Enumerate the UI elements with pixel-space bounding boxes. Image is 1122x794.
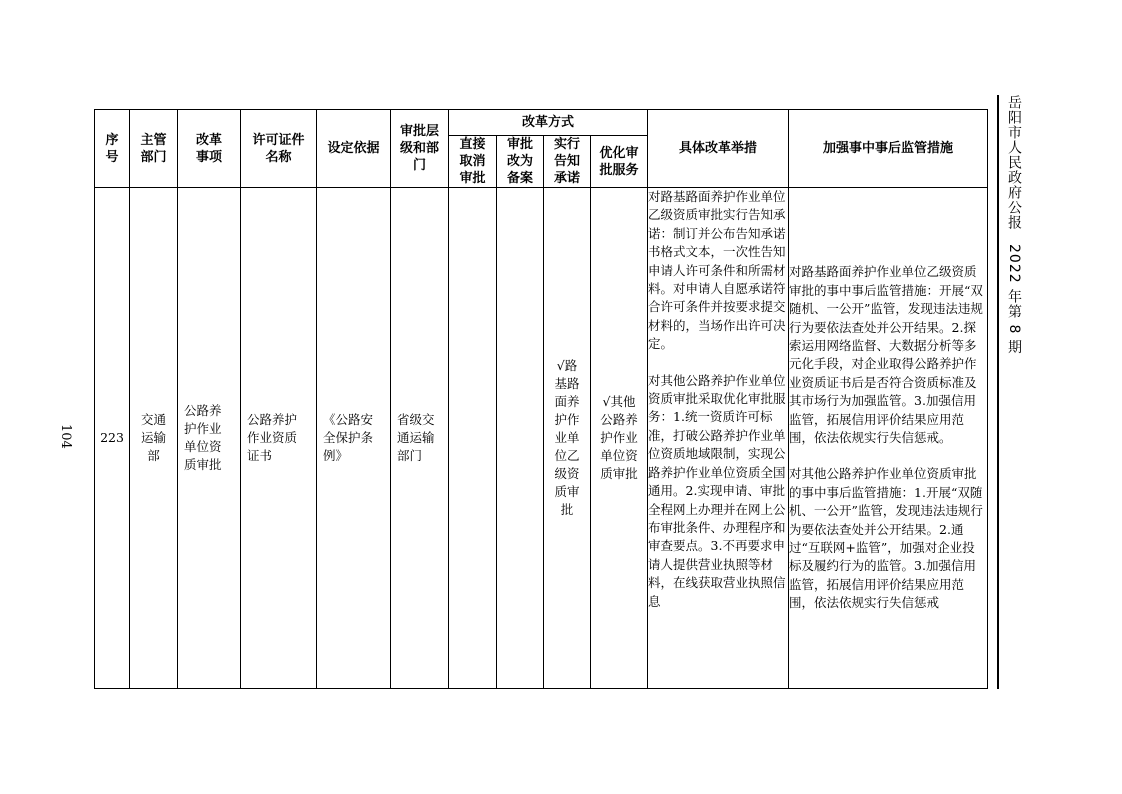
header-cancel: 直接 取消 审批 bbox=[449, 136, 497, 188]
issue-label: 2022 年第 8 期 bbox=[1006, 244, 1022, 355]
header-seq: 序 号 bbox=[95, 110, 130, 188]
measures-paragraph-1: 对路基路面养护作业单位乙级资质审批实行告知承诺：制订并公布告知承诺书格式文本，一次性告知申请人许可条件和所需材料。对申请人自愿承诺符合许可条件并按要求提交材料的，当场作出许可决定。 bbox=[648, 189, 786, 352]
header-license: 许可证件 名称 bbox=[241, 110, 317, 188]
row-dept bbox=[130, 188, 178, 689]
row-level bbox=[391, 188, 449, 689]
row-license-text: 公路养护 作业资质 证书 bbox=[247, 412, 298, 463]
side-header bbox=[1004, 95, 1024, 355]
publication-name: 岳阳市人民政府公报 bbox=[1006, 95, 1022, 230]
page-number: 104 bbox=[58, 424, 73, 449]
supervise-paragraph-2: 对其他公路养护作业单位资质审批的事中事后监管措施：1.开展“双随机、一公开”监管，发现违法违规行为要依法查处并公开结果。2.通过“互联网+监管”，加强对企业投标及履约行为的监管。3.加强信用监管，拓展信用评价结果应用范围，依法依规实行失信惩戒 bbox=[789, 466, 983, 611]
row-dept-text: 交通 运输 部 bbox=[140, 412, 166, 463]
header-item: 改革 事项 bbox=[178, 110, 241, 188]
row-supervise bbox=[789, 188, 988, 689]
header-measures: 具体改革举措 bbox=[648, 110, 789, 188]
row-basis bbox=[317, 188, 391, 689]
header-level: 审批层 级和部 门 bbox=[391, 110, 449, 188]
header-dept: 主管 部门 bbox=[130, 110, 178, 188]
row-item-text: 公路养 护作业 单位资 质审批 bbox=[184, 403, 222, 472]
row-level-text: 省级交 通运输 部门 bbox=[397, 412, 435, 463]
row-cancel bbox=[449, 188, 497, 689]
row-seq-text: 223 bbox=[100, 430, 124, 445]
header-optimize: 优化审 批服务 bbox=[591, 136, 648, 188]
header-record: 审批 改为 备案 bbox=[497, 136, 544, 188]
side-divider bbox=[997, 95, 999, 689]
row-measures bbox=[648, 188, 789, 689]
header-notify: 实行 告知 承诺 bbox=[544, 136, 591, 188]
header-supervise: 加强事中事后监管措施 bbox=[789, 110, 988, 188]
row-optimize bbox=[591, 188, 648, 689]
row-seq bbox=[95, 188, 130, 689]
row-record bbox=[497, 188, 544, 689]
supervise-paragraph-1: 对路基路面养护作业单位乙级资质审批的事中事后监管措施：开展“双随机、一公开”监管，发现违法违规行为要依法查处并公开结果。2.探索运用网络监督、大数据分析等多元化手段，对企业取得公路养护作业资质证书后是否符合资质标准及其市场行为加强监管。3.加强信用监管，拓展信用评价结果应用范围，依法依规实行失信惩戒。 bbox=[789, 264, 983, 445]
row-license bbox=[241, 188, 317, 689]
header-basis: 设定依据 bbox=[317, 110, 391, 188]
measures-paragraph-2: 对其他公路养护作业单位资质审批采取优化审批服务：1.统一资质许可标准，打破公路养护作业单位资质地域限制，实现公路养护作业单位资质全国通用。2.实现申请、审批全程网上办理并在网上公布审批条件、办理程序和审查要点。3.不再要求申请人提供营业执照等材料，在线获取营业执照信息 bbox=[648, 372, 786, 609]
row-optimize-text: √其他 公路养 护作业 单位资 质审批 bbox=[600, 394, 638, 481]
reform-table bbox=[94, 109, 988, 689]
row-item bbox=[178, 188, 241, 689]
header-reform-group: 改革方式 bbox=[449, 110, 648, 136]
row-notify-text: √路 基路 面养 护作 业单 位乙 级资 质审 批 bbox=[554, 358, 580, 517]
row-basis-text: 《公路安 全保护条 例》 bbox=[323, 412, 374, 463]
row-notify bbox=[544, 188, 591, 689]
